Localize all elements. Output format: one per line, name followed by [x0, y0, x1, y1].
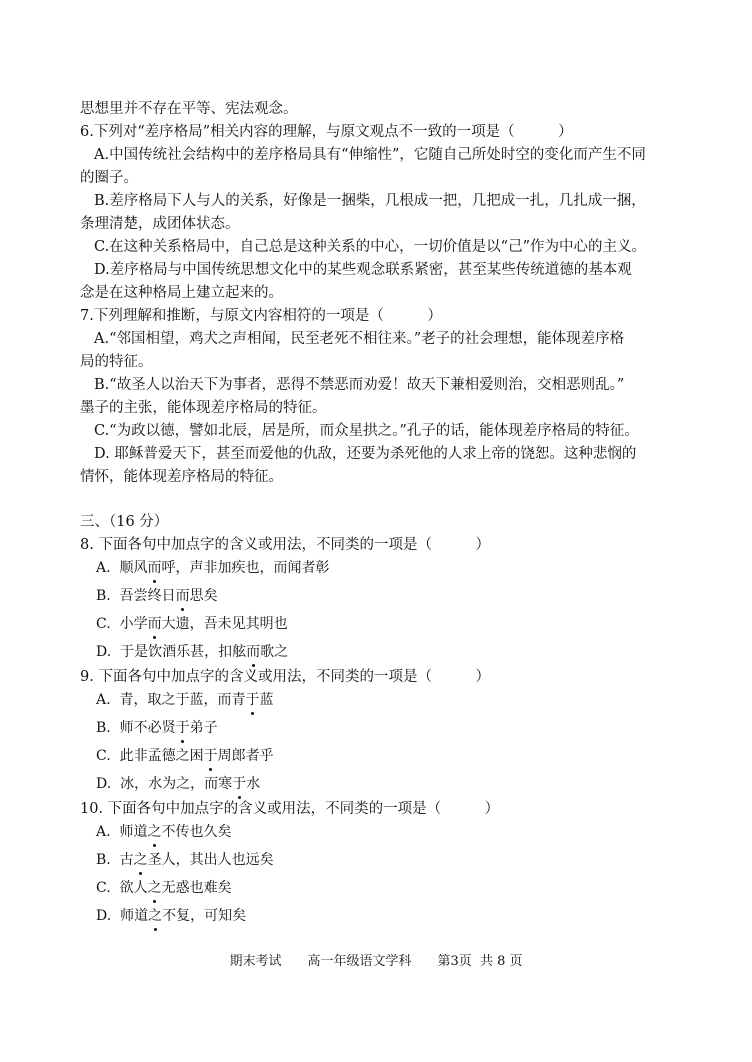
q9-option-c: C. 此非孟德之困于周郎者乎	[96, 748, 274, 764]
section-heading: 三、（16 分）	[80, 514, 169, 530]
q9-option-d: D. 冰，水为之，而寒于水	[96, 776, 261, 792]
q7-option-c: C.“为政以德，譬如北辰，居是所，而众星拱之。”孔子的话，能体现差序格局的特征。	[94, 423, 639, 439]
q10-option-c: C. 欲人之无惑也难矣	[96, 880, 232, 896]
q8-option-a: A. 顺风而呼，声非加疾也，而闻者彰	[96, 560, 330, 576]
q6-option-b: B.差序格局下人与人的关系，好像是一捆柴，几根成一把，几把成一扎，几扎成一捆，	[94, 193, 646, 209]
q9-option-b: B. 师不必贤于弟子	[96, 720, 218, 736]
q6-option-d: D.差序格局与中国传统思想文化中的某些观念联系紧密，甚至某些传统道德的基本观	[94, 262, 632, 278]
text-line: 思想里并不存在平等、宪法观念。	[80, 101, 298, 117]
q7-option-d-cont: 情怀，能体现差序格局的特征。	[80, 469, 283, 485]
q8-option-b: B. 吾尝终日而思矣	[96, 588, 218, 604]
page-footer: 期末考试 高一年级语文学科 第3页 共 8 页	[229, 954, 523, 969]
emphasis-char: 于	[175, 720, 190, 736]
question-8: 8. 下面各句中加点字的含义或用法，不同类的一项是（ ）	[80, 537, 490, 553]
q7-option-a-cont: 局的特征。	[80, 354, 153, 370]
q10-option-b: B. 古之圣人，其出人也远矣	[96, 852, 274, 868]
q7-option-b-cont: 墨子的主张，能体现差序格局的特征。	[80, 400, 327, 416]
q6-option-a: A.中国传统社会结构中的差序格局具有“伸缩性”，它随自己所处时空的变化而产生不同	[94, 147, 646, 163]
q6-option-c: C.在这种关系格局中，自己总是这种关系的中心，一切价值是以“己”作为中心的主义。	[94, 239, 647, 255]
emphasis-char: 于	[232, 776, 247, 792]
q8-option-d: D. 于是饮酒乐甚，扣舷而歌之	[96, 644, 289, 660]
emphasis-char: 之	[133, 852, 148, 868]
q6-option-b-cont: 条理清楚，成团体状态。	[80, 216, 240, 232]
q6-option-d-cont: 念是在这种格局上建立起来的。	[80, 285, 283, 301]
emphasis-char: 于	[203, 748, 218, 764]
q9-option-a: A. 青，取之于蓝，而青于蓝	[96, 692, 274, 708]
q10-option-a: A. 师道之不传也久矣	[96, 824, 232, 840]
q8-option-c: C. 小学而大遗，吾未见其明也	[96, 616, 288, 632]
emphasis-char: 而	[246, 644, 261, 660]
q10-option-d: D. 师道之不复，可知矣	[96, 908, 247, 924]
question-7: 7.下列理解和推断，与原文内容相符的一项是（ ）	[80, 308, 442, 324]
emphasis-char: 之	[147, 824, 162, 840]
q6-option-a-cont: 的圈子。	[80, 170, 138, 186]
q7-option-d: D. 耶稣普爱天下，甚至而爱他的仇敌，还要为杀死他的人求上帝的饶恕。这种悲悯的	[94, 446, 637, 462]
emphasis-char: 于	[245, 692, 260, 708]
emphasis-char: 而	[147, 616, 162, 632]
emphasis-char: 而	[147, 560, 162, 576]
q7-option-b: B.“故圣人以治天下为事者，恶得不禁恶而劝爱！故天下兼相爱则治，交相恶则乱。”	[94, 377, 625, 393]
q7-option-a: A.“邻国相望，鸡犬之声相闻，民至老死不相往来。”老子的社会理想，能体现差序格	[94, 331, 625, 347]
question-9: 9. 下面各句中加点字的含义或用法，不同类的一项是（ ）	[80, 669, 490, 685]
emphasis-char: 之	[147, 880, 162, 896]
question-6: 6.下列对“差序格局”相关内容的理解，与原文观点不一致的一项是（ ）	[80, 124, 573, 140]
question-10: 10. 下面各句中加点字的含义或用法，不同类的一项是（ ）	[80, 801, 500, 817]
emphasis-char: 而	[175, 588, 190, 604]
emphasis-char: 之	[148, 908, 163, 924]
